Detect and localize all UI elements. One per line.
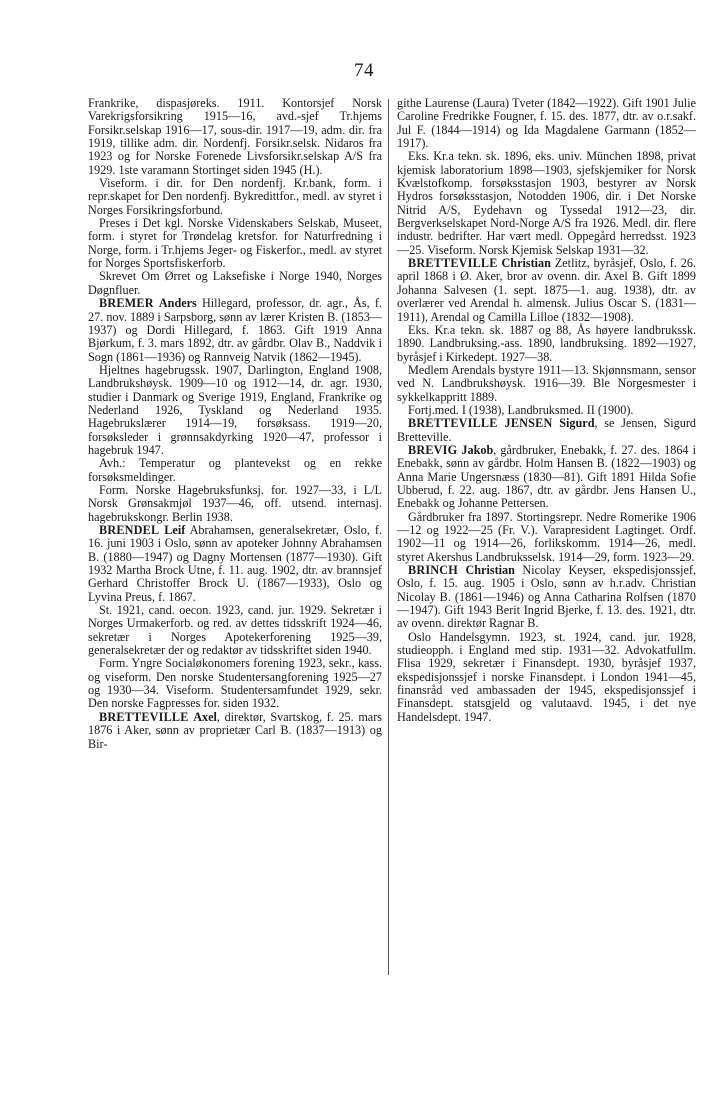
text-paragraph xyxy=(397,364,696,404)
text-paragraph xyxy=(88,97,382,177)
paragraph-text: Viseform. i dir. for Den nordenfj. Kr.bank, form. i repr.skapet for Den nordenfj. Bykredittfor., medl. av styret i Norges Forsikringsforbund. xyxy=(88,176,382,217)
paragraph-text: Fortj.med. I (1938), Landbruksmed. II (1900). xyxy=(408,402,634,417)
entry-surname: BRENDEL xyxy=(99,523,160,537)
paragraph-text: Eks. Kr.a tekn. sk. 1887 og 88, Ås høyere landbrukssk. 1890. Landbruksing.-ass. 1890, landbruksing. 1892—1927, byråsjef i Kirkedept. 1927—38. xyxy=(397,322,696,364)
paragraph-text: Abrahamsen, generalsekretær, Oslo, f. 16. juni 1903 i Oslo, sønn av apoteker Johnny Abrahamsen B. (1880—1947) og Dagny Mortensen (1877—1930). Gift 1932 Martha Brock Utne, f. 11. aug. 1902, dtr. av brannsjef Gerhard Christoffer Brock U. (1867—1933), Oslo og Lyvina Preus, f. 1867. xyxy=(88,523,382,604)
paragraph-text: Gårdbruker fra 1897. Stortingsrepr. Nedre Romerike 1906—12 og 1922—25 (Fr. V.). Varapresident Lagtinget. Ordf. 1902—11 og 1914—26, forlikskomm. 1914—26, medl. styret Akershus Landbruksselsk. 1914—29, form. 1923—29. xyxy=(397,509,696,564)
entry-paragraph xyxy=(88,711,382,751)
entry-surname: BRETTEVILLE xyxy=(408,256,498,271)
entry-surname: BREVIG xyxy=(408,442,458,457)
column-divider xyxy=(388,99,389,975)
entry-surname: BRETTEVILLE xyxy=(99,709,189,724)
entry-firstname: Anders xyxy=(158,296,197,311)
paragraph-text: Eks. Kr.a tekn. sk. 1896, eks. univ. München 1898, privat kjemisk laboratorium 1898—1903, sjefskjemiker for Norsk Kvælstofkomp. forsøksstasjon 1903, bestyrer av Norsk Hydros forsøksstasjon, Notodden 1906, dir. i Det Norske Nitrid A/S, Eydehavn og Tyssedal 1912—23, dir. Bergverkselskapet Nord-Norge A/S fra 1926. Medl. dir. flere industr. bedrifter. Har vært medl. Oppegård herredsst. 1923—25. Viseform. Norsk Kjemisk Selskap 1931—32. xyxy=(397,149,696,257)
left-column xyxy=(88,97,382,751)
entry-paragraph xyxy=(88,524,382,604)
paragraph-text: , gårdbruker, Enebakk, f. 27. des. 1864 i Enebakk, sønn av gårdbr. Holm Hansen B. (1822—1903) og Anna Marie Ungersnæss (1830—81). Gift 1891 Hilda Sofie Ubberud, f. 22. aug. 1867, dtr. av gårdbr. Jens Hansen U., Enebakk og Johanne Pettersen. xyxy=(397,442,696,511)
paragraph-text: , direktør, Svartskog, f. 25. mars 1876 i Aker, sønn av proprietær Carl B. (1837—1913) og Bir- xyxy=(88,709,383,751)
entry-paragraph xyxy=(397,417,696,444)
text-paragraph xyxy=(88,657,382,710)
entry-paragraph xyxy=(88,297,382,364)
right-column xyxy=(397,97,696,724)
paragraph-text: Preses i Det kgl. Norske Videnskabers Selskab, Museet, form. i styret for Trøndelag kretsfor. for Naturfredning i Norge, form. i Tr.hjems Jeger- og Fiskerfor., medl. av styret for Norges Sportsfiskerforb. xyxy=(88,216,382,271)
entry-surname: BRINCH xyxy=(408,563,458,578)
entry-firstname: Sigurd xyxy=(559,416,595,431)
paragraph-text: Skrevet Om Ørret og Laksefiske i Norge 1940, Norges Døgnfluer. xyxy=(88,269,382,297)
entry-firstname: Christian xyxy=(501,256,551,271)
paragraph-text: Zetlitz, byråsjef, Oslo, f. 26. april 1868 i Ø. Aker, bror av ovenn. dir. Axel B. Gift 1899 Johanna Salvesen (1. sept. 1875—1. aug. 1938), dtr. av overlærer ved Arendal h. almensk. Julius Oscar S. (1831—1911), Arendal og Camilla Lilloe (1832—1908). xyxy=(397,256,696,324)
text-paragraph xyxy=(88,177,382,217)
text-paragraph xyxy=(397,404,696,417)
paragraph-text: Form. Yngre Socialøkonomers forening 1923, sekr., kass. og viseform. Den norske Studentersangforening 1925—27 og 1930—34. Viseform. Studentersamfundet 1929, sekr. Den norske Fagpresses for. siden 1932. xyxy=(88,656,382,711)
text-paragraph xyxy=(88,457,382,484)
text-paragraph xyxy=(397,324,696,364)
text-paragraph xyxy=(88,270,382,297)
paragraph-text: St. 1921, cand. oecon. 1923, cand. jur. 1929. Sekretær i Norges Urmakerforb. og red. av dettes tidsskrift 1924—46, sekretær i Norges Apotekerforening 1925—39, generalsekretær der og redaktør av tidsskriftet siden 1940. xyxy=(88,603,382,658)
text-paragraph xyxy=(397,511,696,564)
entry-paragraph xyxy=(397,564,696,631)
text-paragraph xyxy=(88,484,382,524)
entry-firstname: Jakob xyxy=(461,442,494,457)
entry-firstname: Christian xyxy=(465,563,515,578)
entry-paragraph xyxy=(397,257,696,324)
text-paragraph xyxy=(88,604,382,657)
entry-surname: BREMER xyxy=(99,296,154,311)
text-paragraph xyxy=(88,364,382,457)
paragraph-text: Avh.: Temperatur og plantevekst og en rekke forsøksmeldinger. xyxy=(88,456,382,484)
text-paragraph xyxy=(397,150,696,257)
paragraph-text: Nicolay Keyser, ekspedisjonssjef, Oslo, f. 15. aug. 1905 i Oslo, sønn av h.r.adv. Christian Nicolay B. (1861—1946) og Anna Catharina Rolfsen (1870—1947). Gift 1943 Berit Ingrid Bjerke, f. 13. des. 1921, dtr. av ovenn. direktør Ragnar B. xyxy=(397,563,696,631)
entry-firstname: Leif xyxy=(164,523,186,537)
text-paragraph xyxy=(397,631,696,724)
paragraph-text: , se Jensen, Sigurd Bretteville. xyxy=(397,416,697,444)
text-paragraph xyxy=(88,217,382,270)
paragraph-text: Frankrike, dispasjøreks. 1911. Kontorsjef Norsk Varekrigsforsikring 1915—16, avd.-sjef Tr.hjems Forsikr.selskap 1916—17, sous-dir. 1917—19, adm. dir. fra 1919, tillike adm. dir. Nordenfj. Forsikr.selsk. Nidaros fra 1923 og for Norske Forenede Livsforsikr.selskap A/S fra 1929. 1ste varamann Stortinget siden 1945 (H.). xyxy=(88,96,382,177)
text-paragraph xyxy=(397,97,696,150)
entry-firstname: Axel xyxy=(193,709,217,724)
entry-surname: BRETTEVILLE JENSEN xyxy=(408,416,553,431)
paragraph-text: Hillegard, professor, dr. agr., Ås, f. 27. nov. 1889 i Sarpsborg, sønn av lærer Kristen B. (1853—1937) og Dordi Hillegard, f. 1863. Gift 1919 Anna Bjørkum, f. 3. mars 1892, dtr. av gårdbr. Olav B., Naddvik i Sogn (1861—1936) og Rannveig Natvik (1862—1945). xyxy=(88,296,383,364)
paragraph-text: Hjeltnes hagebrugssk. 1907, Darlington, England 1908, Landbrukshøysk. 1909—10 og 1912—14, dr. agr. 1930, studier i Danmark og Sverige 1919, England, Frankrike og Nederland 1926, Tyskland og Nederland 1935. Hagebrukslærer 1914—19, forsøksass. 1919—20, forsøksleder i grønnsakdyrking 1920—47, professor i hagebruk 1947. xyxy=(88,362,382,457)
entry-paragraph xyxy=(397,444,696,511)
paragraph-text: Oslo Handelsgymn. 1923, st. 1924, cand. jur. 1928, studieopph. i England med stip. 1931—32. Advokatfullm. Flisa 1929, sekretær i Finansdept. 1930, byråsjef 1937, ekspedisjonssjef i norske Finansdept. i London 1941—45, finansråd ved ambassaden der 1945, ekspedisjonssjef i Finansdept. statsgjeld og valutaavd. 1945, i det nye Handelsdept. 1947. xyxy=(397,629,696,724)
paragraph-text: Form. Norske Hagebruksfunksj. for. 1927—33, i L/L Norsk Grønsakmjøl 1937—46, off. utsend. internasj. hagebrukskongr. Berlin 1938. xyxy=(88,482,382,524)
page-number: 74 xyxy=(354,60,374,81)
paragraph-text: Medlem Arendals bystyre 1911—13. Skjønnsmann, sensor ved N. Landbrukshøysk. 1916—39. Ble Norgesmester i sykkelkappritt 1889. xyxy=(397,362,696,404)
paragraph-text: githe Laurense (Laura) Tveter (1842—1922). Gift 1901 Julie Caroline Fredrikke Fougner, f. 15. des. 1877, dtr. av o.r.sakf. Jul F. (1844—1914) og Ida Magdalene Garmann (1852—1917). xyxy=(397,96,696,151)
